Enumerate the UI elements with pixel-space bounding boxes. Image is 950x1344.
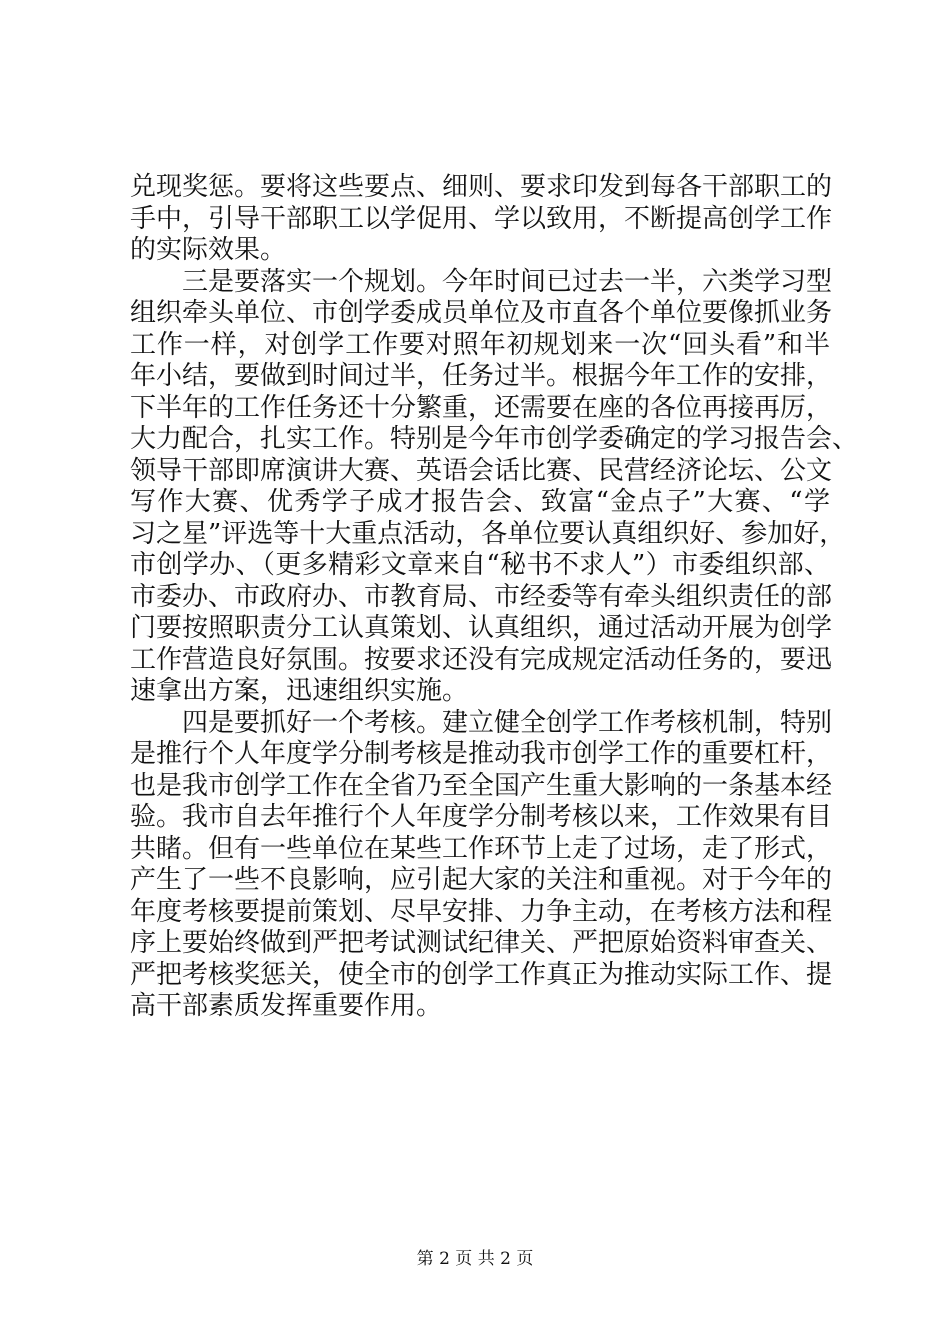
text-line: 领导干部即席演讲大赛、英语会话比赛、民营经济论坛、公文	[130, 455, 833, 486]
text-line: 年度考核要提前策划、尽早安排、力争主动，在考核方法和程	[130, 896, 833, 927]
text-line: 是推行个人年度学分制考核是推动我市创学工作的重要杠杆，	[130, 739, 833, 769]
text-line: 序上要始终做到严把考试测试纪律关、严把原始资料审查关、	[130, 928, 833, 958]
text-line: 四是要抓好一个考核。建立健全创学工作考核机制，特别	[182, 707, 833, 738]
text-line: 兑现奖惩。要将这些要点、细则、要求印发到每各干部职工的	[130, 172, 833, 202]
text-line: 产生了一些不良影响，应引起大家的关注和重视。对于今年的	[130, 865, 833, 895]
text-line: 高干部素质发挥重要作用。	[130, 991, 443, 1021]
text-line: 工作一样，对创学工作要对照年初规划来一次“回头看”和半	[130, 329, 830, 360]
text-line: 手中，引导干部职工以学促用、学以致用，不断提高创学工作	[130, 203, 833, 234]
text-line: 验。我市自去年推行个人年度学分制考核以来，工作效果有目	[130, 802, 833, 832]
text-line: 年小结，要做到时间过半，任务过半。根据今年工作的安排，	[130, 361, 833, 391]
text-line: 下半年的工作任务还十分繁重，还需要在座的各位再接再厉，	[130, 392, 833, 423]
text-line: 也是我市创学工作在全省乃至全国产生重大影响的一条基本经	[130, 770, 833, 801]
text-line: 市委办、市政府办、市教育局、市经委等有牵头组织责任的部	[130, 581, 833, 612]
text-line: 组织牵头单位、市创学委成员单位及市直各个单位要像抓业务	[130, 298, 833, 328]
text-line: 严把考核奖惩关，使全市的创学工作真正为推动实际工作、提	[130, 959, 833, 990]
text-line: 大力配合，扎实工作。特别是今年市创学委确定的学习报告会、	[130, 424, 859, 454]
text-line: 门要按照职责分工认真策划、认真组织，通过活动开展为创学	[130, 613, 833, 643]
text-line: 市创学办、（更多精彩文章来自“秘书不求人”）市委组织部、	[130, 550, 830, 580]
text-line: 共睹。但有一些单位在某些工作环节上走了过场，走了形式，	[130, 833, 833, 864]
text-line: 工作营造良好氛围。按要求还没有完成规定活动任务的，要迅	[130, 644, 833, 675]
page-footer: 第 2 页 共 2 页	[416, 1249, 534, 1269]
text-line: 速拿出方案，迅速组织实施。	[130, 676, 469, 706]
text-line: 的实际效果。	[130, 235, 287, 265]
text-line: 三是要落实一个规划。今年时间已过去一半，六类学习型	[182, 266, 833, 297]
text-line: 习之星”评选等十大重点活动，各单位要认真组织好、参加好，	[130, 518, 846, 549]
document-body	[130, 172, 859, 1023]
text-line: 写作大赛、优秀学子成才报告会、致富“金点子”大赛、“学	[130, 487, 830, 517]
